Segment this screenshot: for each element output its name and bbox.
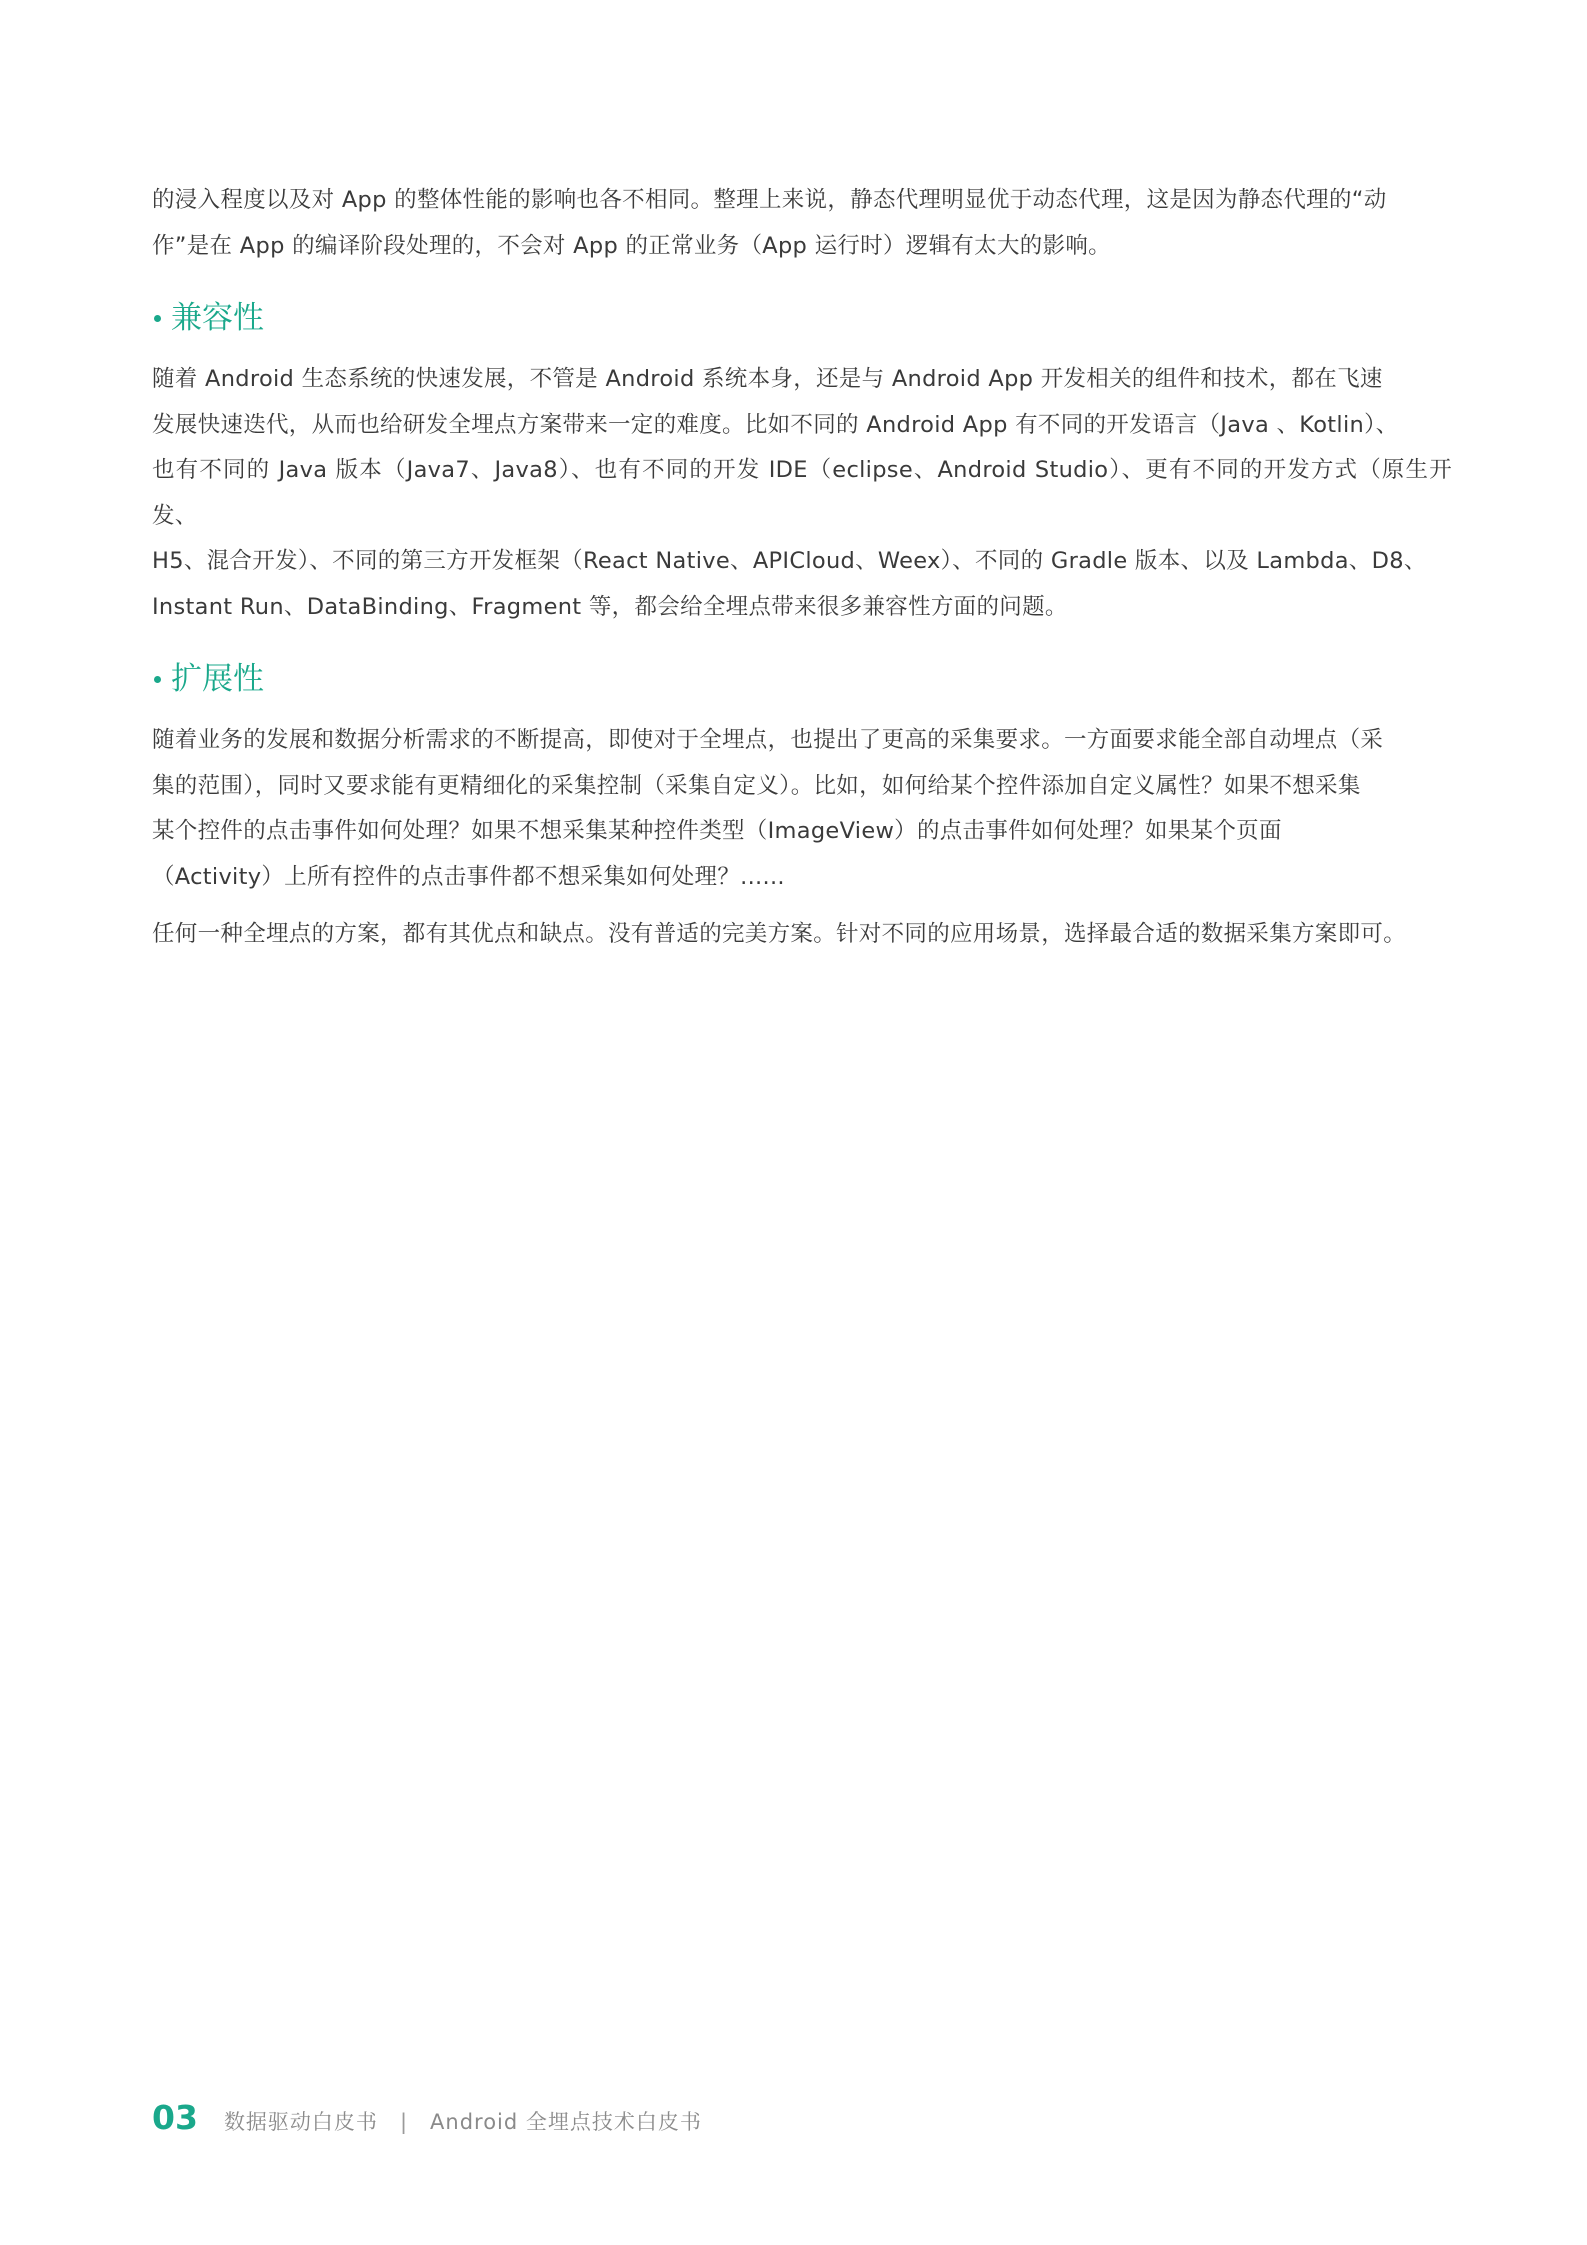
extensibility-paragraph: 随着业务的发展和数据分析需求的不断提高，即使对于全埋点，也提出了更高的采集要求。一方面要求能全部自动埋点（采 集的范围），同时又要求能有更精细化的采集控制（采集自定义）。比如，如何给某个控件添加自定义属性？如果不想采集 某个控件的点击事件如何处理？如果不想采集某种控件类型（ImageView）的点击事件如何处理？如果某个页面 （Activity）上所有控件的点击事件都不想采集如何处理？......	[152, 727, 1384, 890]
page-footer	[152, 2098, 702, 2137]
footer-subtitle: Android 全埋点技术白皮书	[430, 2110, 702, 2134]
compatibility-paragraph: 随着 Android 生态系统的快速发展，不管是 Android 系统本身，还是与 Android App 开发相关的组件和技术，都在飞速 发展快速迭代，从而也给研发全埋点方案带来一定的难度。比如不同的 Android App 有不同的开发语言（Java 、Kotlin）、 也有不同的 Java 版本（Java7、Java8）、也有不同的开发 IDE（eclipse、Android Studio）、更有不同的开发方式（原生开发、 H5、混合开发）、不同的第三方开发框架（React Native、APICloud、Weex）、不同的 Gradle 版本、以及 Lambda、D8、 Instant Run、DataBinding、Fragment 等，都会给全埋点带来很多兼容性方面的问题。	[152, 366, 1452, 620]
bullet-icon	[154, 676, 161, 683]
section-heading-extensibility	[152, 656, 1452, 702]
bullet-icon	[154, 315, 161, 322]
footer-book-title: 数据驱动白皮书	[223, 2110, 378, 2134]
section-heading-text: 扩展性	[171, 661, 264, 697]
conclusion-paragraph: 任何一种全埋点的方案，都有其优点和缺点。没有普适的完美方案。针对不同的应用场景，选择最合适的数据采集方案即可。	[152, 921, 1407, 947]
section-heading-compatibility	[152, 295, 1452, 341]
section-heading-text: 兼容性	[171, 300, 264, 336]
page-content	[152, 178, 1452, 958]
intro-paragraph: 的浸入程度以及对 App 的整体性能的影响也各不相同。整理上来说，静态代理明显优于动态代理，这是因为静态代理的“动 作”是在 App 的编译阶段处理的，不会对 App 的正常业务（App 运行时）逻辑有太大的影响。	[152, 187, 1387, 259]
page-number: 03	[152, 2098, 198, 2137]
footer-separator: |	[399, 2110, 409, 2134]
